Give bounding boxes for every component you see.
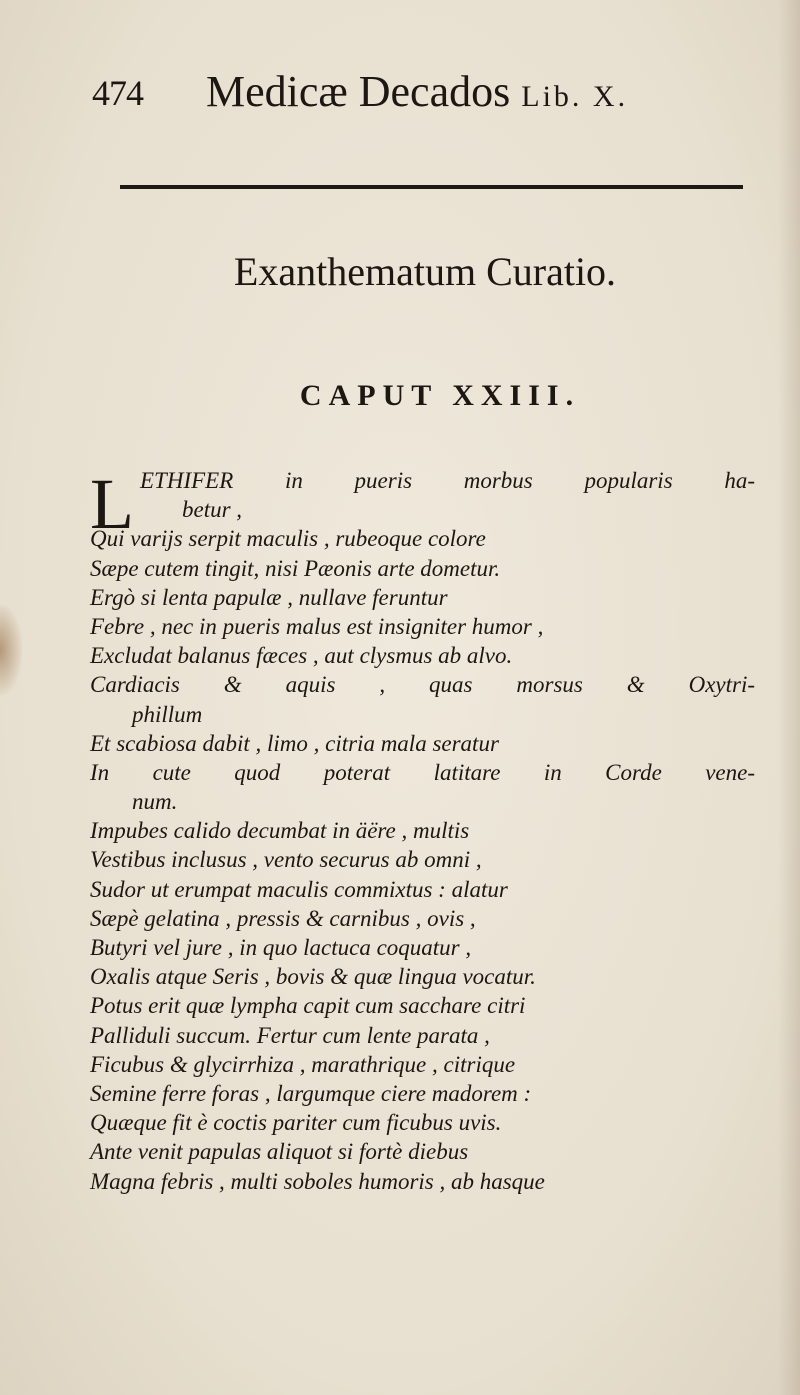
running-title: [206, 66, 628, 117]
text-line: Sæpe cutem tingit, nisi Pæonis arte dometur.: [90, 555, 501, 581]
chapter-title: Exanthematum Curatio.: [233, 249, 617, 294]
drop-cap: L: [90, 464, 134, 544]
text-line: Ficubus & glycirrhiza , marathrique , citrique: [90, 1051, 516, 1077]
text-line: Febre , nec in pueris malus est insigniter humor ,: [90, 613, 544, 639]
text-line: ETHIFER in pueris morbus popularis ha-: [140, 468, 755, 493]
text-line: betur ,: [182, 497, 243, 523]
running-title-lib: Lib. X.: [521, 80, 629, 113]
text-line: Sudor ut erumpat maculis commixtus : alatur: [90, 876, 508, 902]
text-line: Butyri vel jure , in quo lactuca coquatur ,: [90, 935, 472, 960]
text-line: Ante venit papulas aliquot si fortè diebus: [90, 1139, 469, 1165]
running-title-main: Medicæ Decados: [206, 67, 522, 116]
text-line: Potus erit quæ lympha capit cum sacchare citri: [90, 993, 526, 1019]
page-header: [92, 66, 732, 126]
text-line: Impubes calido decumbat in äëre , multis: [90, 818, 470, 844]
text-line: Quæque fit è coctis pariter cum ficubus uvis.: [90, 1110, 502, 1136]
text-line: Qui varijs serpit maculis , rubeoque colore: [90, 526, 486, 552]
text-line: Oxalis atque Seris , bovis & quæ lingua vocatur.: [90, 964, 536, 990]
text-line: Cardiacis & aquis , quas morsus & Oxytri-: [90, 672, 755, 698]
text-line: Vestibus inclusus , vento securus ab omni ,: [90, 847, 482, 873]
text-line: Excludat balanus fæces , aut clysmus ab alvo.: [90, 643, 513, 669]
text-line: Palliduli succum. Fertur cum lente parata ,: [90, 1022, 490, 1048]
text-line: Semine ferre foras , largumque ciere madorem :: [90, 1080, 532, 1106]
text-line: In cute quod poterat latitare in Corde vene-: [90, 759, 755, 785]
poem-body: [90, 466, 755, 1196]
text-line: num.: [132, 789, 178, 815]
text-line: Et scabiosa dabit , limo , citria mala seratur: [90, 730, 499, 756]
page-stain: [0, 605, 22, 695]
chapter-number: CAPUT XXIII.: [299, 379, 581, 412]
page-edge-shadow: [778, 0, 800, 1395]
text-line: Ergò si lenta papulæ , nullave feruntur: [90, 584, 448, 610]
text-line: Magna febris , multi soboles humoris , ab hasque: [90, 1168, 545, 1194]
page-number: 474: [92, 73, 143, 113]
text-line: Sæpè gelatina , pressis & carnibus , ovis ,: [90, 905, 476, 931]
header-rule: [120, 185, 743, 189]
text-line: phillum: [132, 701, 203, 727]
